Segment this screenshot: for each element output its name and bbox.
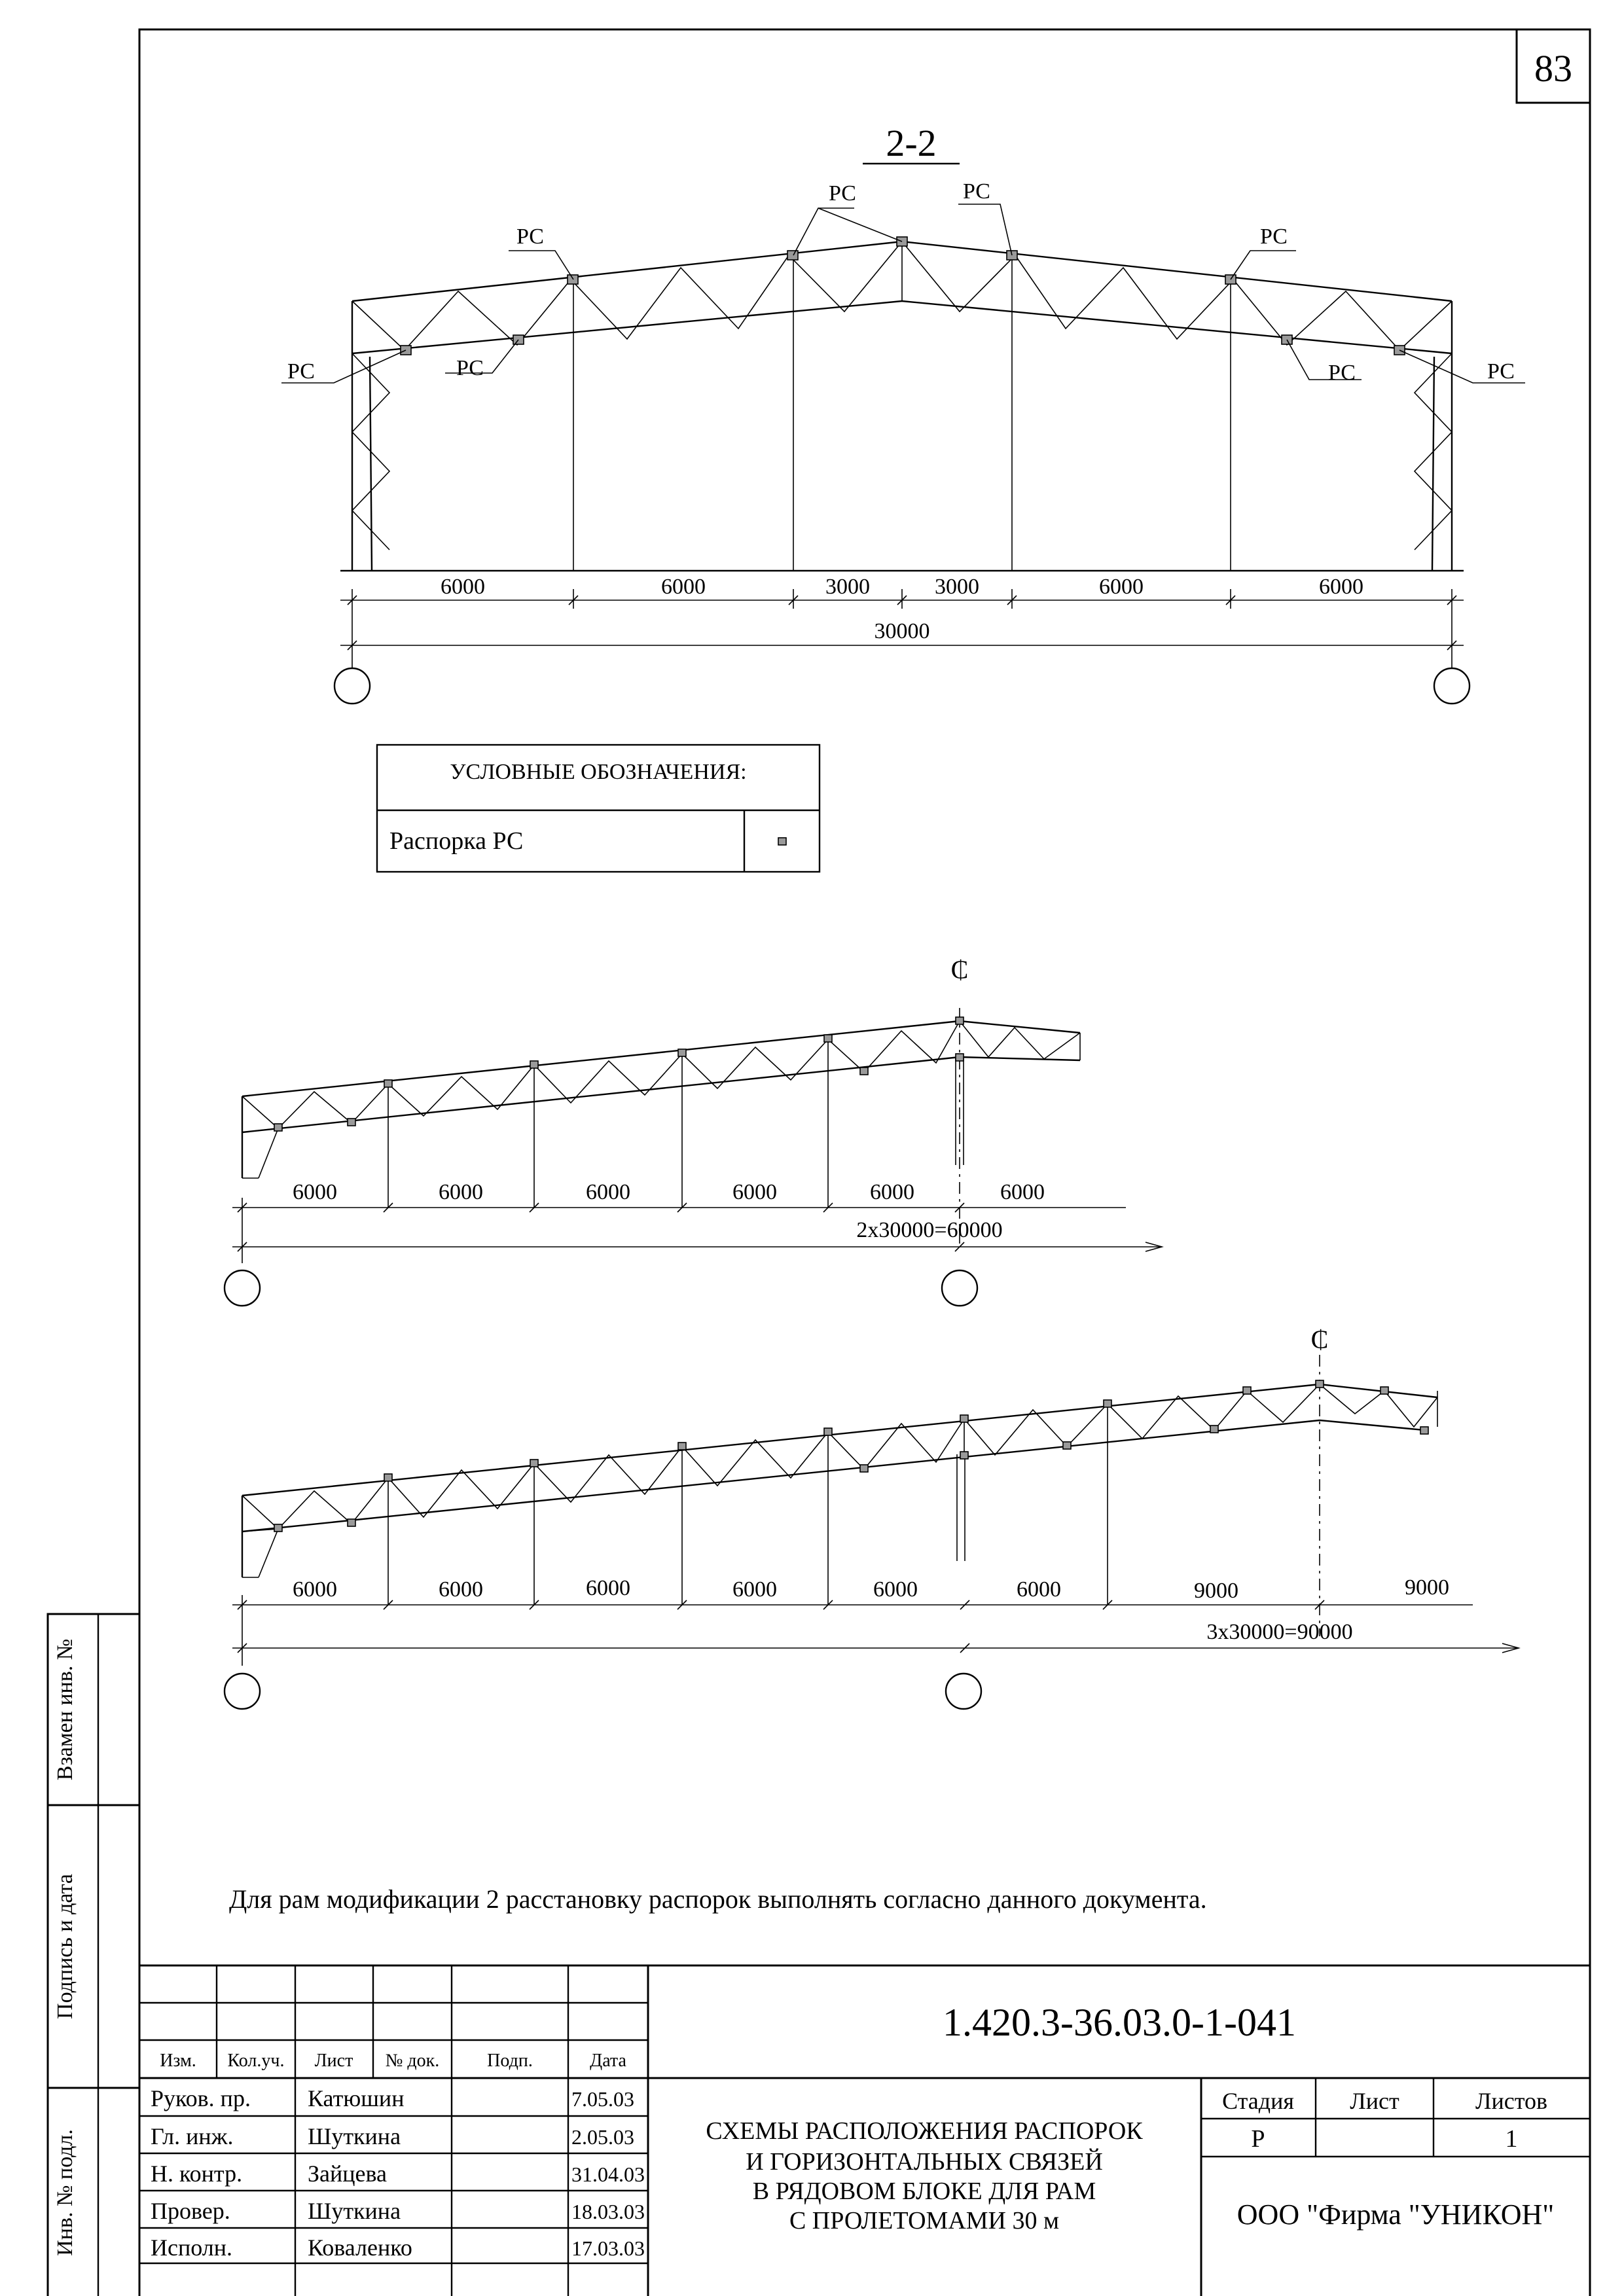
legend-item-label: Распорка РС <box>389 827 524 855</box>
date: 18.03.03 <box>571 2200 645 2223</box>
doc-title-line: В РЯДОВОМ БЛОКЕ ДЛЯ РАМ <box>752 2178 1096 2205</box>
role: Гл. инж. <box>151 2123 234 2149</box>
date: 31.04.03 <box>571 2162 645 2186</box>
dim-span: 6000 <box>1000 1180 1045 1204</box>
doc-title-line: И ГОРИЗОНТАЛЬНЫХ СВЯЗЕЙ <box>746 2148 1103 2176</box>
dim-span: 6000 <box>873 1577 918 1602</box>
name: Катюшин <box>308 2085 405 2111</box>
strut-node <box>348 1119 355 1126</box>
dim-span: 6000 <box>441 575 485 599</box>
axis-marker <box>334 668 370 704</box>
strut-node <box>1243 1387 1251 1394</box>
dim-span: 3000 <box>825 575 870 599</box>
sheet-header: Лист <box>1350 2088 1399 2114</box>
dim-span: 6000 <box>661 575 706 599</box>
axis-marker <box>1434 668 1470 704</box>
dim-span: 6000 <box>732 1577 777 1602</box>
strut-node <box>384 1474 392 1481</box>
role: Руков. пр. <box>151 2085 251 2111</box>
dim-span: 6000 <box>1099 575 1144 599</box>
doc-code: 1.420.3-36.03.0-1-041 <box>943 2001 1296 2044</box>
strut-node <box>860 1067 868 1075</box>
side-stamp <box>48 1614 139 2296</box>
section-2-2 <box>281 122 1525 704</box>
dim-span: 6000 <box>870 1180 914 1204</box>
sheet-number: 83 <box>1534 47 1572 90</box>
strut-node <box>1063 1442 1071 1449</box>
axis-symbol: ₵ <box>950 955 969 984</box>
strut-label: РС <box>516 224 545 249</box>
axis-marker <box>942 1270 977 1306</box>
date: 17.03.03 <box>571 2236 645 2260</box>
strut-node <box>678 1049 686 1056</box>
sheets-value: 1 <box>1505 2125 1518 2153</box>
general-note: Для рам модификации 2 расстановку распорок выполнять согласно данного документа. <box>229 1884 1207 1914</box>
strut-node <box>530 1061 538 1068</box>
strut-label: РС <box>1327 361 1356 385</box>
title-block <box>139 1965 1590 2296</box>
role: Исполн. <box>151 2234 232 2261</box>
strut-node <box>1104 1400 1111 1407</box>
dim-span: 6000 <box>1319 575 1363 599</box>
date: 7.05.03 <box>571 2087 634 2111</box>
stage-value: Р <box>1251 2125 1265 2153</box>
sheets-header: Листов <box>1475 2088 1547 2114</box>
stamp-sign-date: Подпись и дата <box>53 1874 77 2019</box>
strut-node <box>1380 1387 1388 1394</box>
name: Шуткина <box>308 2123 401 2149</box>
legend-strut-symbol <box>778 838 786 845</box>
strut-node <box>824 1428 832 1435</box>
name: Коваленко <box>308 2234 412 2261</box>
dim-total: 3x30000=90000 <box>1206 1620 1353 1644</box>
strut-node <box>530 1460 538 1467</box>
header-sign: Подп. <box>487 2051 533 2071</box>
name: Шуткина <box>308 2198 401 2224</box>
header-kol: Кол.уч. <box>227 2051 285 2071</box>
strut-node <box>787 251 798 260</box>
scheme-90000 <box>225 1325 1519 1709</box>
dim-span: 6000 <box>293 1577 337 1602</box>
strut-label: РС <box>456 356 484 380</box>
axis-marker <box>946 1674 981 1709</box>
strut-node <box>860 1465 868 1472</box>
dim-total: 2x30000=60000 <box>856 1218 1003 1242</box>
axis-marker <box>225 1270 260 1306</box>
strut-label: РС <box>1487 359 1515 384</box>
dim-span: 6000 <box>439 1577 483 1602</box>
legend-table <box>377 745 820 872</box>
dim-span: 6000 <box>732 1180 777 1204</box>
strut-node <box>384 1080 392 1087</box>
strut-node <box>960 1452 968 1459</box>
strut-label: РС <box>828 181 857 206</box>
header-doc: № док. <box>385 2051 440 2071</box>
axis-marker <box>225 1674 260 1709</box>
strut-label: РС <box>1259 224 1288 249</box>
dim-span: 6000 <box>586 1180 630 1204</box>
legend-title: УСЛОВНЫЕ ОБОЗНАЧЕНИЯ: <box>450 760 747 784</box>
strut-node <box>274 1524 282 1532</box>
role: Провер. <box>151 2198 230 2224</box>
role: Н. контр. <box>151 2161 243 2187</box>
strut-node <box>348 1519 355 1526</box>
stage-header: Стадия <box>1222 2088 1294 2114</box>
scheme-60000 <box>225 955 1162 1306</box>
sheet-frame <box>139 29 1590 2296</box>
strut-label: РС <box>287 359 316 384</box>
header-date: Дата <box>590 2051 626 2071</box>
dim-span: 9000 <box>1405 1575 1449 1600</box>
dim-span: 3000 <box>935 575 979 599</box>
strut-node <box>1210 1426 1218 1433</box>
strut-node <box>960 1415 968 1422</box>
stamp-replace-inv: Взамен инв. № <box>53 1638 77 1781</box>
date: 2.05.03 <box>571 2125 634 2149</box>
doc-title-line: СХЕМЫ РАСПОЛОЖЕНИЯ РАСПОРОК <box>706 2117 1143 2145</box>
strut-label: РС <box>962 179 991 204</box>
dim-span: 9000 <box>1194 1579 1238 1603</box>
strut-node <box>1420 1427 1428 1434</box>
doc-title-line: С ПРОЛЕТОМАМИ 30 м <box>789 2207 1060 2234</box>
strut-node <box>824 1035 832 1042</box>
dim-span: 6000 <box>439 1180 483 1204</box>
dim-total: 30000 <box>874 619 930 643</box>
strut-node <box>678 1443 686 1450</box>
stamp-inv-orig: Инв. № подл. <box>53 2129 77 2256</box>
strut-node <box>1316 1380 1324 1388</box>
dim-span: 6000 <box>1017 1577 1061 1602</box>
dim-span: 6000 <box>586 1576 630 1600</box>
strut-node <box>568 275 578 284</box>
name: Зайцева <box>308 2161 388 2187</box>
section-title: 2-2 <box>886 122 937 164</box>
strut-node <box>956 1017 964 1024</box>
strut-node <box>956 1054 964 1061</box>
axis-symbol: ₵ <box>1310 1325 1329 1354</box>
company-name: ООО "Фирма "УНИКОН" <box>1236 2198 1555 2231</box>
strut-node <box>274 1124 282 1131</box>
header-list: Лист <box>314 2051 353 2071</box>
dim-span: 6000 <box>293 1180 337 1204</box>
header-izm: Изм. <box>160 2051 196 2071</box>
